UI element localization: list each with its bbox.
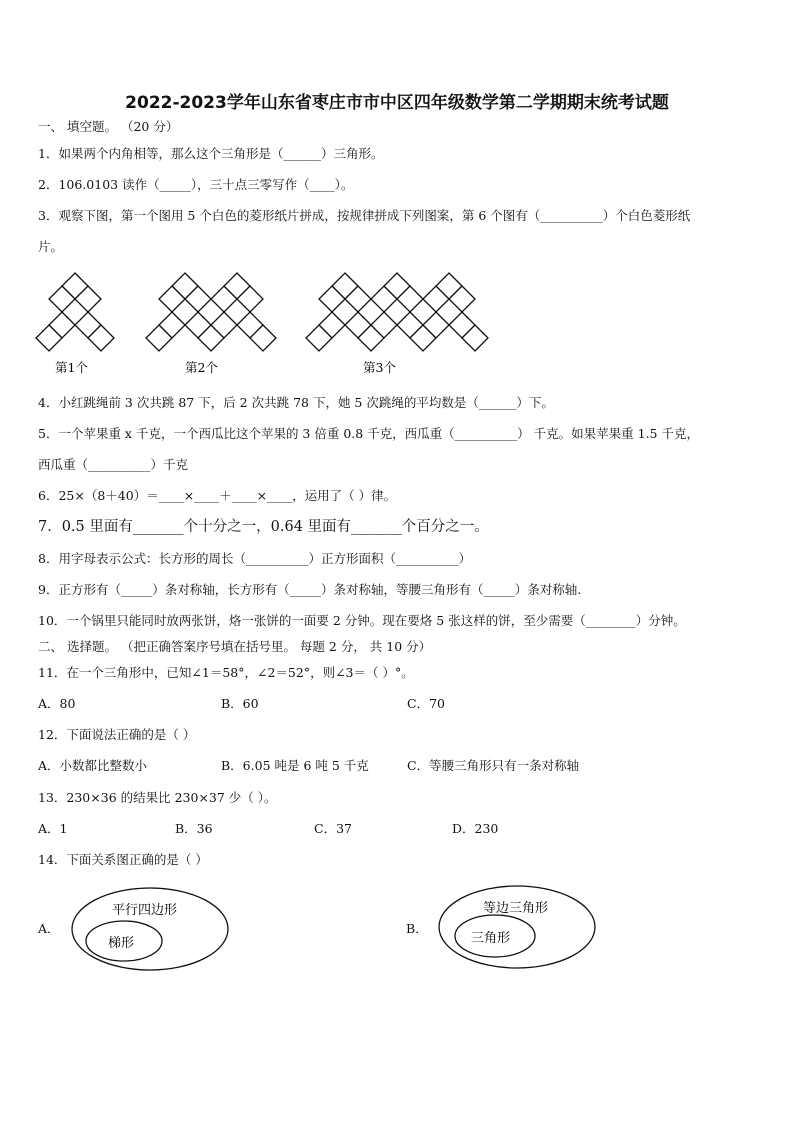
section-heading-choice: 二、 选择题。 （把正确答案序号填在括号里。 每题 2 分， 共 10 分） — [38, 639, 432, 654]
figure-label-2: 第2个 — [185, 360, 218, 375]
q13-option-b: B．36 — [175, 821, 213, 836]
outer-set-label: 等边三角形 — [483, 901, 549, 916]
figure-1 — [36, 273, 114, 351]
question-14: 14．下面关系图正确的是（ ） — [38, 852, 208, 867]
rhombus-pattern-figures — [0, 270, 794, 380]
outer-set-label: 平行四边形 — [112, 903, 178, 918]
question-10: 10．一个锅里只能同时放两张饼，烙一张饼的一面要 2 分钟。现在要烙 5 张这样的饼，至少需要（________）分钟。 — [38, 613, 686, 628]
figure-label-1: 第1个 — [55, 360, 88, 375]
q11-option-b: B．60 — [221, 696, 259, 711]
q12-option-b: B．6.05 吨是 6 吨 5 千克 — [221, 758, 369, 773]
inner-set-label: 梯形 — [108, 936, 135, 951]
question-8: 8．用字母表示公式：长方形的周长（__________）正方形面积（__________） — [38, 551, 471, 566]
question-4: 4．小红跳绳前 3 次共跳 87 下，后 2 次共跳 78 下，她 5 次跳绳的平均数是（______）下。 — [38, 395, 554, 410]
outer-set-ellipse — [439, 886, 595, 968]
q14-option-b-diagram — [437, 884, 597, 970]
figure-2 — [146, 273, 276, 351]
question-2: 2．106.0103 读作（_____），三十点三零写作（____）。 — [38, 177, 354, 192]
page-title: 2022-2023学年山东省枣庄市市中区四年级数学第二学期期末统考试题 — [125, 93, 669, 113]
q13-option-a: A．1 — [38, 821, 68, 836]
question-7: 7．0.5 里面有_______个十分之一，0.64 里面有_______个百分之一。 — [38, 519, 489, 535]
question-5-line1: 5．一个苹果重 x 千克，一个西瓜比这个苹果的 3 倍重 0.8 千克，西瓜重（__________） 千克。如果苹果重 1.5 千克， — [38, 426, 699, 441]
q14-option-a-label: A． — [38, 921, 60, 936]
q11-option-a: A．80 — [38, 696, 76, 711]
question-9: 9．正方形有（_____）条对称轴，长方形有（_____）条对称轴，等腰三角形有（_____）条对称轴. — [38, 582, 582, 597]
q12-option-c: C．等腰三角形只有一条对称轴 — [407, 758, 580, 773]
q11-option-c: C．70 — [407, 696, 445, 711]
q14-option-b-label: B． — [406, 921, 428, 936]
question-6: 6．25×（8＋40）＝____×____＋____×____，运用了（ ）律。 — [38, 488, 397, 503]
question-1: 1．如果两个内角相等，那么这个三角形是（______）三角形。 — [38, 146, 384, 161]
figure-3 — [306, 273, 488, 351]
question-5-line2: 西瓜重（__________）千克 — [38, 457, 189, 472]
question-13: 13．230×36 的结果比 230×37 少（ ）。 — [38, 790, 277, 805]
figure-label-3: 第3个 — [363, 360, 396, 375]
q12-option-a: A．小数都比整数小 — [38, 758, 148, 773]
question-12: 12．下面说法正确的是（ ） — [38, 727, 196, 742]
q14-option-a-diagram — [70, 886, 230, 972]
question-11: 11．在一个三角形中，已知∠1＝58°，∠2＝52°，则∠3＝（ ）°。 — [38, 665, 414, 680]
q13-option-c: C．37 — [314, 821, 352, 836]
q13-option-d: D．230 — [452, 821, 499, 836]
question-3-line2: 片。 — [38, 239, 64, 254]
outer-set-ellipse — [72, 888, 228, 970]
question-3-line1: 3．观察下图，第一个图用 5 个白色的菱形纸片拼成，按规律拼成下列图案，第 6 个图有（__________）个白色菱形纸 — [38, 208, 691, 223]
inner-set-label: 三角形 — [471, 931, 511, 946]
section-heading-fill-blank: 一、 填空题。 （20 分） — [38, 119, 179, 134]
